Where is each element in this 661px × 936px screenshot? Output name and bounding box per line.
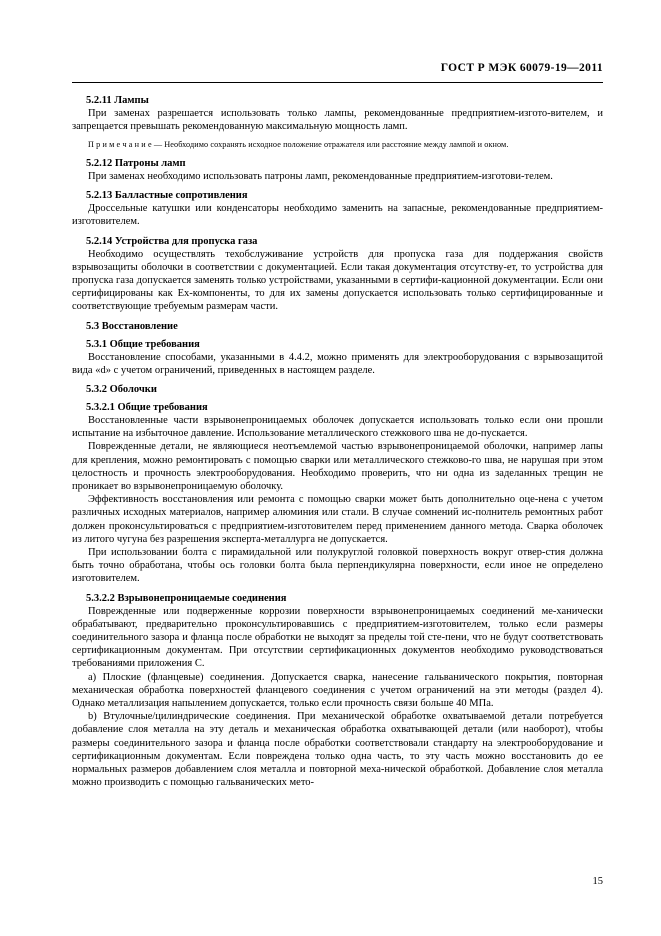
page-header-standard-title: ГОСТ Р МЭК 60079-19—2011 bbox=[440, 62, 603, 74]
note-5-2-11: П р и м е ч а н и е — Необходимо сохранять исходное положение отражателя или расстояние между лампой и окном. bbox=[88, 140, 509, 150]
section-heading-5-3-2: 5.3.2 Оболочки bbox=[86, 383, 157, 395]
section-heading-5-2-14: 5.2.14 Устройства для пропуска газа bbox=[86, 235, 258, 247]
page-number: 15 bbox=[592, 876, 603, 887]
header-divider bbox=[72, 82, 603, 83]
paragraph-5-3-2-1-1: Восстановленные части взрывонепроницаемых оболочек допускается использовать только если они прошли испытание на избыточное давление. Использование металлического стежкового шва не до-пускается. bbox=[72, 414, 603, 440]
section-heading-5-3-2-1: 5.3.2.1 Общие требования bbox=[86, 401, 208, 413]
paragraph-5-2-11-1: При заменах разрешается использовать только лампы, рекомендованные предприятием-изгото-вителем, и запрещается превышать рекомендованную максимальную мощность ламп. bbox=[72, 108, 603, 133]
paragraph-5-3-2-2-b: b) Втулочные/цилиндрические соединения. При механической обработке охватываемой детали потребуется добавление слоя металла на эту деталь и механическая обработка охватывающей детали (или наоборот), чтобы размеры соединительного зазора и фланца после обработки соответствовали стандарту на электрооборудование и сертификационным документам. Если повреждена только одна часть, то эту часть можно восстановить до ее нормальных размеров добавлением слоя металла и повторной меха-нической обработкой. Добавление слоя металла можно производить с помощью гальванических мето- bbox=[72, 711, 603, 789]
paragraph-5-3-2-1-3: Эффективность восстановления или ремонта с помощью сварки может быть дополнительно оце-нена с учетом различных исходных материалов, например алюминия или стали. В случае сомнений ис-полнитель ремонтных работ должен проконсультироваться с предприятием-изготовителем перед применением данного метода. Сварка оболочек из литого чугуна без разрешения эксперта-металлурга не допускается. bbox=[72, 494, 603, 545]
section-heading-5-2-13: 5.2.13 Балластные сопротивления bbox=[86, 190, 248, 202]
section-heading-5-2-11: 5.2.11 Лампы bbox=[86, 95, 149, 106]
document-body bbox=[72, 92, 603, 789]
paragraph-5-3-2-1-4: При использовании болта с пирамидальной или полукруглой головкой поверхность вокруг отвер-стия должна быть точно обработана, чтобы ось головки болта была перпендикулярна поверхности, если иное не определено изготовителем. bbox=[72, 546, 603, 585]
section-heading-5-3-2-2: 5.3.2.2 Взрывонепроницаемые соединения bbox=[86, 592, 287, 604]
section-heading-5-3-1: 5.3.1 Общие требования bbox=[86, 338, 200, 350]
paragraph-5-2-12-1: При заменах необходимо использовать патроны ламп, рекомендованные предприятием-изготови-телем. bbox=[88, 170, 553, 182]
paragraph-5-3-2-2-1: Поврежденные или подверженные коррозии поверхности взрывонепроницаемых соединений ме-ханически обрабатывают, предварительно проконсультировавшись с предприятием-изготовителем, только если размеры соединительного зазора и фланца после обработки не выходят за пределы той сте-пени, что не будут соответствовать сертификационным документам. При отсутствии сертификационных документов необходимо руководствоваться требованиями приложения С. bbox=[72, 605, 603, 670]
paragraph-5-3-2-1-2: Поврежденные детали, не являющиеся неотъемлемой частью взрывонепроницаемой оболочки, например лапы для крепления, можно ремонтировать с помощью сварки или металлического стежково-го шва, не нарушая при этом целостность и прочность электрооборудования. Необходимо проверить, что ни одна из заделанных трещин не проникает во взрывонепроницаемую оболочку. bbox=[72, 441, 603, 492]
paragraph-5-2-13-1: Дроссельные катушки или конденсаторы необходимо заменить на запасные, рекомендованные предприятием-изготовителем. bbox=[72, 203, 603, 228]
paragraph-5-2-14-1: Необходимо осуществлять техобслуживание устройств для пропуска газа для поддержания свойств взрывозащиты оболочки в соответствии с документацией. Если такая документация отсутству-ет, то устройства для пропуска газа допускается заменять только устройствами, указанными в сертифи-кационной документации. Если они сертифицированы как Ex-компоненты, то для их замены допускается использовать только сертифицированные и соответствующие требуемым размерам части. bbox=[72, 248, 603, 313]
paragraph-5-3-1-1: Восстановление способами, указанными в 4.4.2, можно применять для электрооборудования с взрывозащитой вида «d» с учетом ограничений, приведенных в настоящем разделе. bbox=[72, 351, 603, 376]
section-heading-5-2-12: 5.2.12 Патроны ламп bbox=[86, 157, 186, 169]
paragraph-5-3-2-2-a: а) Плоские (фланцевые) соединения. Допускается сварка, нанесение гальванического покрытия, повторная механическая обработка поверхностей фланцевого соединения с учетом ограничений на эти методы (раздел 4). Однако металлизация напылением допускается, только если прочность связи больше 40 МПа. bbox=[72, 671, 603, 709]
section-heading-5-3: 5.3 Восстановление bbox=[86, 320, 178, 332]
